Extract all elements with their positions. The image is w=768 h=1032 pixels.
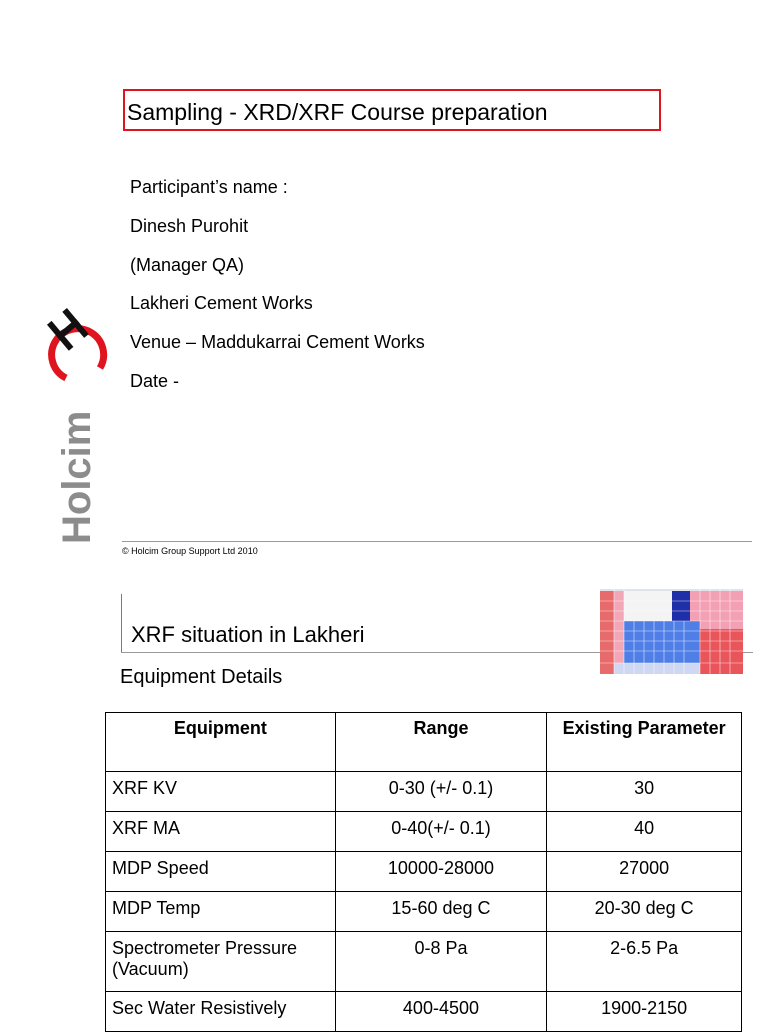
cell-range: 15-60 deg C	[335, 892, 547, 932]
footer-divider	[122, 541, 752, 542]
cell-existing: 30	[547, 772, 742, 812]
table-row	[106, 892, 742, 932]
copyright-text: © Holcim Group Support Ltd 2010	[122, 546, 258, 556]
cell-equipment: XRF KV	[106, 772, 336, 812]
cell-range: 10000-28000	[335, 852, 547, 892]
slide-title: Sampling - XRD/XRF Course preparation	[127, 99, 548, 125]
cell-range: 0-40(+/- 0.1)	[335, 812, 547, 852]
cell-existing: 1900-2150	[547, 992, 742, 1032]
cell-equipment: MDP Speed	[106, 852, 336, 892]
table-header-row	[106, 713, 742, 772]
cell-equipment: Sec Water Resistively	[106, 992, 336, 1032]
cell-existing: 40	[547, 812, 742, 852]
cell-range: 400-4500	[335, 992, 547, 1032]
cell-existing: 27000	[547, 852, 742, 892]
cell-range: 0-8 Pa	[335, 932, 547, 992]
logo-wordmark: Holcim	[55, 410, 99, 544]
header-existing-parameter: Existing Parameter	[547, 713, 742, 772]
table-row	[106, 932, 742, 992]
title-vertical-rule	[121, 594, 122, 652]
section-title: XRF situation in Lakheri	[131, 622, 365, 647]
cell-equipment: MDP Temp	[106, 892, 336, 932]
holcim-logo-icon	[44, 306, 108, 550]
equipment-table	[105, 712, 742, 1032]
cell-equipment: Spectrometer Pressure (Vacuum)	[106, 932, 336, 992]
participant-label: Participant’s name :	[130, 177, 288, 197]
header-range: Range	[335, 713, 547, 772]
date-line: Date -	[130, 371, 180, 391]
table-row	[106, 852, 742, 892]
participant-role: (Manager QA)	[130, 255, 245, 275]
table-row	[106, 812, 742, 852]
section-subtitle: Equipment Details	[120, 666, 283, 688]
participant-plant: Lakheri Cement Works	[130, 293, 313, 313]
cell-existing: 20-30 deg C	[547, 892, 742, 932]
header-equipment: Equipment	[106, 713, 336, 772]
cell-existing: 2-6.5 Pa	[547, 932, 742, 992]
cell-range: 0-30 (+/- 0.1)	[335, 772, 547, 812]
table-row	[106, 992, 742, 1032]
periodic-table-thumbnail-icon	[600, 589, 743, 674]
cell-equipment: XRF MA	[106, 812, 336, 852]
participant-name: Dinesh Purohit	[130, 216, 249, 236]
venue-line: Venue – Maddukarrai Cement Works	[130, 332, 425, 352]
table-row	[106, 772, 742, 812]
